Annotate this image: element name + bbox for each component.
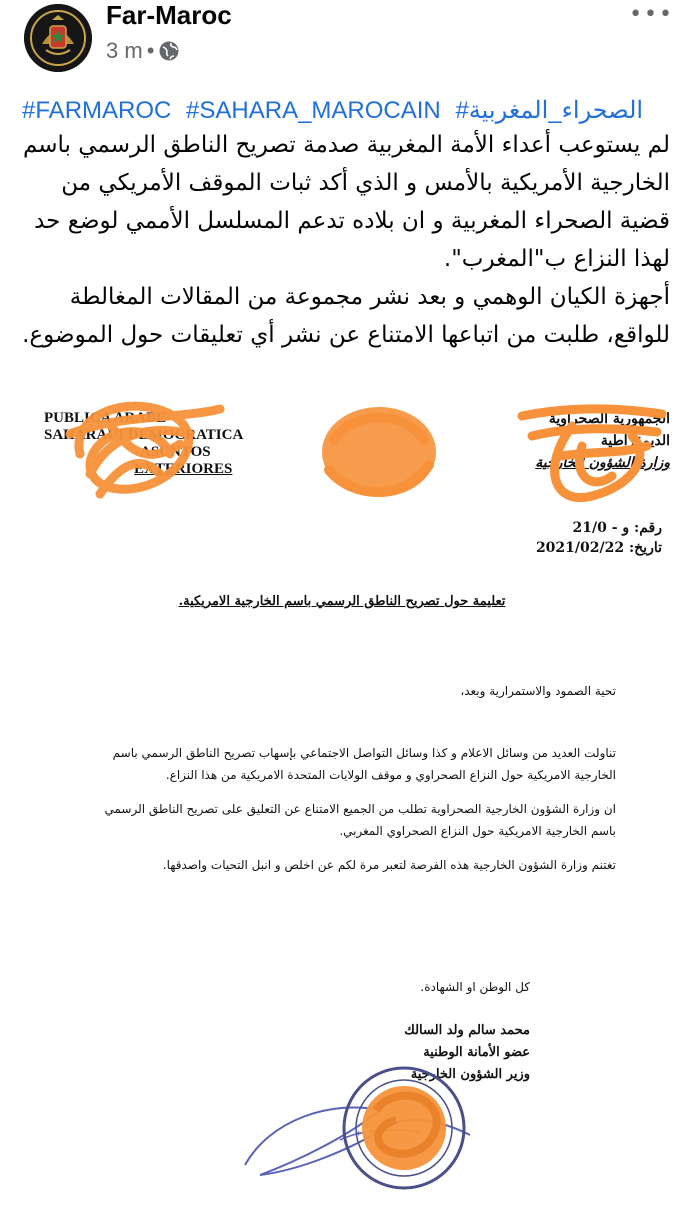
svg-text:*: *: [356, 1130, 361, 1141]
more-options-button[interactable]: •••: [629, 2, 674, 27]
hashtag-link[interactable]: #الصحراء_المغربية: [455, 97, 644, 124]
letterhead-line: وزارة الشؤون الخارجية: [535, 455, 670, 471]
signatory-role: عضو الأمانة الوطنية: [423, 1045, 530, 1060]
letterhead-line: SAHARAUI DEMOCRATICA: [44, 427, 244, 443]
reference-block: [482, 518, 662, 558]
post-body: [0, 126, 670, 354]
hashtag-link[interactable]: #SAHARA_MAROCAIN: [186, 97, 441, 124]
post-header: [0, 0, 684, 80]
crest-logo-icon: [24, 4, 92, 72]
document-greeting: تحية الصمود والاستمرارية وبعد،: [460, 684, 616, 698]
page-name[interactable]: Far-Maroc: [106, 0, 232, 30]
post-line: الخارجية الأمريكية بالأمس و الذي أكد ثبات الموقف الأمريكي من: [61, 170, 670, 196]
document-date: تاريخ: 2021/02/22: [535, 540, 662, 556]
letterhead-line: الجمهورية الصحراوية: [548, 411, 670, 427]
reference-number: رقم: و - 21/0: [572, 520, 662, 536]
redaction-scribble-icon: [314, 400, 444, 505]
post-image-document[interactable]: [0, 380, 684, 1214]
signatory-name: محمد سالم ولد السالك: [404, 1023, 530, 1038]
post-time[interactable]: 3 m: [106, 38, 143, 63]
letterhead-line: PUBLICA ARABE: [44, 410, 167, 426]
letterhead-line: ASUNTOS: [140, 444, 211, 460]
letterhead-line: الديمقراطية: [600, 433, 670, 449]
redaction-scribble-icon: [60, 394, 250, 504]
post-line: أجهزة الكيان الوهمي و بعد نشر مجموعة من المقالات المغالطة: [69, 284, 670, 310]
letterhead-line: EXTERIORES: [134, 461, 233, 477]
page-avatar[interactable]: [24, 4, 92, 72]
signatory-title: وزير الشؤون الخارجية: [410, 1067, 530, 1082]
meta-separator: •: [146, 38, 155, 63]
redaction-scribble-icon: [512, 396, 672, 514]
post-line: لم يستوعب أعداء الأمة المغربية صدمة تصريح الناطق الرسمي باسم: [22, 132, 670, 158]
hashtag-link[interactable]: #FARMAROC: [22, 97, 172, 124]
document-paragraph: تناولت العديد من وسائل الاعلام و كذا وسائل التواصل الاجتماعي بإسهاب تصريح الناطق الرسمي باسم الخارجية الامريكية حول النزاع الصحراوي و موقف الولايات المتحدة الامريكية من هذا النزاع.: [112, 746, 616, 782]
globe-icon: [158, 40, 180, 62]
post-meta: [106, 38, 180, 64]
post-line: قضية الصحراء المغربية و ان بلاده تدعم المسلسل الأممي لوضع حد: [34, 208, 670, 234]
post-line: لهذا النزاع ب"المغرب".: [443, 246, 670, 272]
document-title: تعليمة حول تصريح الناطق الرسمي باسم الخارجية الامريكية.: [178, 594, 506, 609]
official-stamp-icon: [336, 1060, 472, 1196]
post-line: للواقع، طلبت من اتباعها الامتناع عن نشر أي تعليقات حول الموضوع.: [22, 322, 670, 348]
hashtag-line: [22, 96, 682, 125]
document-closing: كل الوطن او الشهادة.: [420, 980, 530, 994]
document-body: [104, 680, 616, 888]
document-paragraph: ان وزارة الشؤون الخارجية الصحراوية تطلب من الجميع الامتناع عن التعليق على تصريح الناطق الرسمي باسم الخارجية الامريكية حول النزاع الصحراوي المغربي.: [104, 802, 616, 838]
document-paragraph: تغتنم وزارة الشؤون الخارجية هذه الفرصة لتعبر مرة لكم عن اخلص و انبل التحيات واصدقها.: [162, 858, 616, 872]
